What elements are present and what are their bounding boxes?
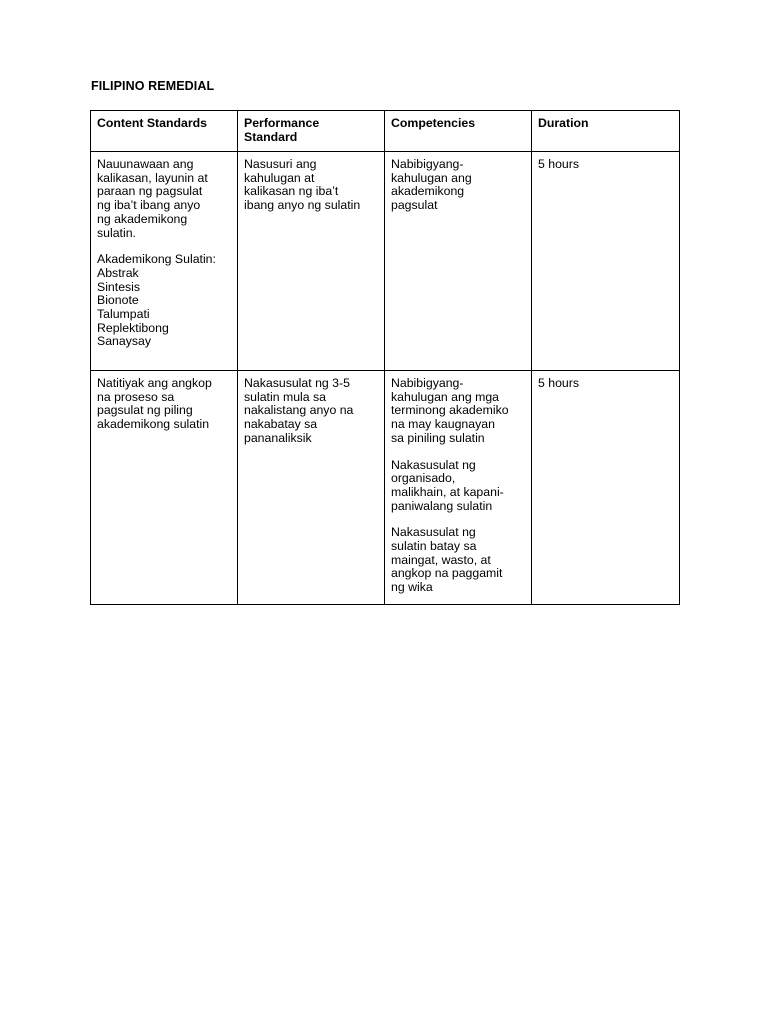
content-standards-cell [91, 152, 238, 371]
cell-text-line: kahulugan ang mga [391, 389, 500, 404]
cell-text-line: akademikong sulatin [97, 417, 210, 432]
cell-text-line: sulatin. [97, 225, 136, 240]
cell-text-line: pananaliksik [244, 430, 312, 445]
cell-text-line: sulatin batay sa [391, 539, 477, 554]
cell-text-line: sulatin mula sa [244, 389, 327, 404]
content-standards-cell [91, 371, 238, 605]
cell-paragraph [97, 158, 231, 240]
duration-cell: 5 hours [532, 371, 680, 605]
performance-standard-cell [238, 371, 385, 605]
cell-text-line: ibang anyo ng sulatin [244, 198, 361, 213]
cell-text-line: terminong akademiko [391, 403, 509, 418]
cell-paragraph [391, 377, 525, 446]
cell-text-line: Nauunawaan ang [97, 157, 194, 171]
cell-paragraph [391, 158, 525, 213]
cell-text-line: malikhain, at kapani- [391, 484, 504, 499]
cell-text-line: Sanaysay [97, 334, 152, 349]
cell-text-line: maingat, wasto, at [391, 552, 491, 567]
cell-text-line: Akademikong Sulatin: [97, 252, 216, 267]
cell-paragraph [391, 459, 525, 514]
competencies-cell [385, 152, 532, 371]
cell-text-line: Bionote [97, 293, 139, 308]
cell-text-line: Nakasusulat ng [391, 525, 476, 540]
duration-cell: 5 hours [532, 152, 680, 371]
cell-text-line: kalikasan, layunin at [97, 170, 208, 185]
cell-paragraph [391, 526, 525, 595]
cell-paragraph [244, 377, 378, 446]
cell-text-line: sa piniling sulatin [391, 430, 485, 445]
cell-text-line: pagsulat [391, 198, 438, 213]
cell-paragraph [97, 377, 231, 432]
cell-text-line: Natitiyak ang angkop [97, 376, 212, 390]
header-line: Performance [244, 116, 320, 130]
cell-text-line: kahulugan at [244, 170, 315, 185]
cell-text-line: Abstrak [97, 265, 139, 280]
table-header-row [91, 111, 680, 152]
header-performance-standard [238, 111, 385, 152]
cell-text-line: na proseso sa [97, 389, 175, 404]
cell-text-line: akademikong [391, 184, 465, 199]
cell-text-line: Sintesis [97, 279, 141, 294]
cell-text-line: ng iba’t ibang anyo [97, 198, 201, 213]
header-competencies: Competencies [385, 111, 532, 152]
table-row [91, 152, 680, 371]
cell-text-line: nakalistang anyo na [244, 403, 354, 418]
cell-text-line: Replektibong [97, 320, 169, 335]
performance-standard-cell [238, 152, 385, 371]
table-row [91, 371, 680, 605]
cell-text-line: kalikasan ng iba’t [244, 184, 339, 199]
cell-text-line: na may kaugnayan [391, 417, 495, 432]
cell-text-line: Talumpati [97, 307, 150, 322]
cell-text-line: Nakasusulat ng 3-5 [244, 376, 350, 390]
header-line: Standard [244, 129, 298, 144]
cell-paragraph [244, 158, 378, 213]
cell-text-line: organisado, [391, 471, 456, 486]
competencies-cell [385, 371, 532, 605]
cell-paragraph [97, 253, 231, 349]
cell-text-line: kahulugan ang [391, 170, 472, 185]
cell-text-line: Nabibigyang- [391, 157, 464, 171]
cell-text-line: Nakasusulat ng [391, 457, 476, 472]
cell-text-line: nakabatay sa [244, 417, 318, 432]
cell-text-line: angkop na paggamit [391, 566, 503, 581]
header-duration: Duration [532, 111, 680, 152]
cell-text-line: pagsulat ng piling [97, 403, 193, 418]
header-content-standards: Content Standards [91, 111, 238, 152]
cell-text-line: Nasusuri ang [244, 157, 317, 171]
page-title: FILIPINO REMEDIAL [91, 79, 215, 93]
cell-text-line: paniwalang sulatin [391, 498, 493, 513]
cell-text-line: Nabibigyang- [391, 376, 464, 390]
cell-text-line: ng wika [391, 580, 433, 595]
cell-text-line: ng akademikong [97, 211, 188, 226]
cell-text-line: paraan ng pagsulat [97, 184, 203, 199]
standards-table [90, 110, 680, 605]
